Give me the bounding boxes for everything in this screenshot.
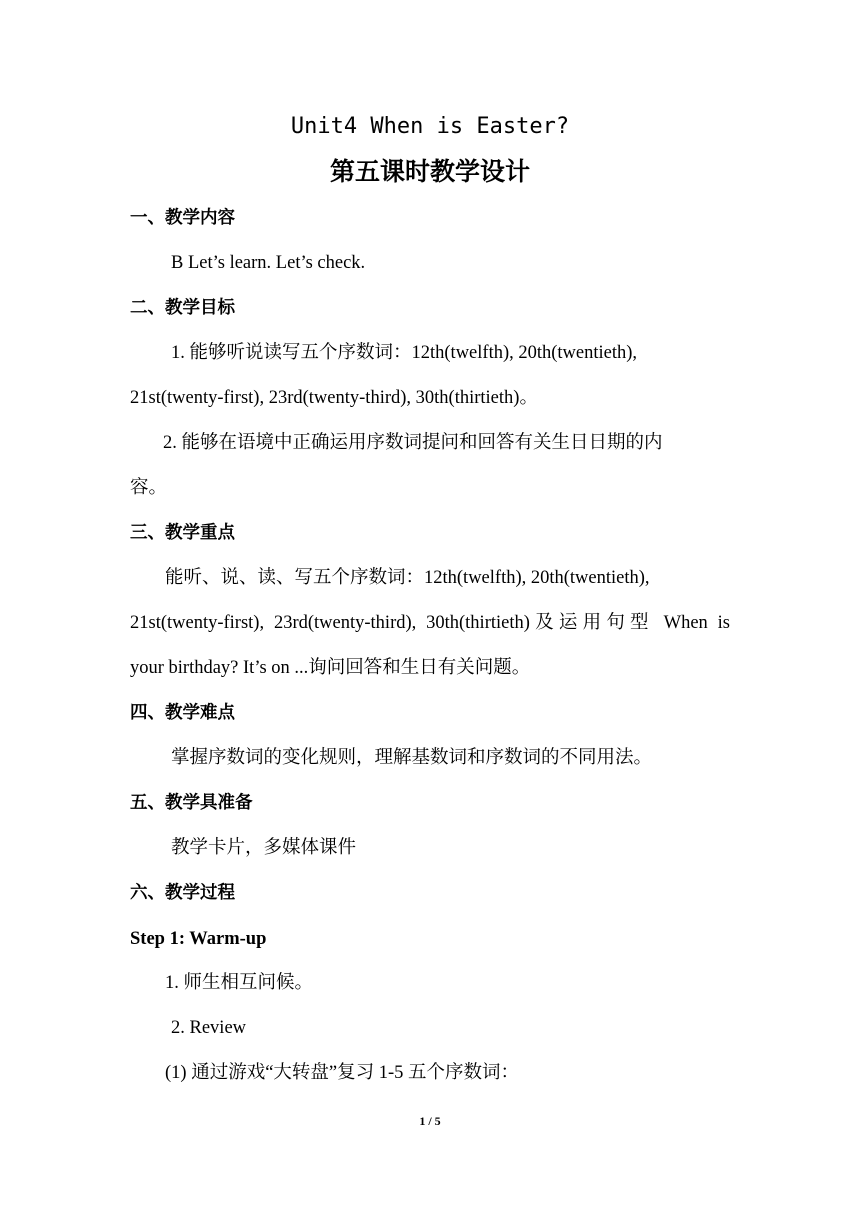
key-points-line-3: your birthday? It’s on ...询问回答和生日有关问题。: [130, 658, 531, 678]
key-points-line-2: 21st(twenty-first), 23rd(twenty-third), 30th(thirtieth)及运用句型 When is: [130, 613, 730, 633]
document-subtitle: 第五课时教学设计: [329, 157, 530, 186]
goal-2-line-2: 容。: [130, 478, 168, 498]
document-title: Unit4 When is Easter?: [290, 114, 570, 139]
section-heading-goals: 二、教学目标: [130, 298, 235, 318]
step-1-item-2-sub-1: (1) 通过游戏“大转盘”复习 1-5 五个序数词：: [165, 1063, 520, 1083]
section-heading-key-points: 三、教学重点: [130, 523, 235, 543]
section-heading-difficulty: 四、教学难点: [130, 703, 235, 723]
content-text: B Let’s learn. Let’s check.: [171, 253, 366, 273]
key-points-line-1: 能听、说、读、写五个序数词：12th(twelfth), 20th(twentieth),: [165, 568, 650, 588]
goal-2-line-1: 2. 能够在语境中正确运用序数词提问和回答有关生日日期的内: [163, 433, 663, 453]
step-1-item-1: 1. 师生相互问候。: [165, 973, 314, 993]
step-1-item-2: 2. Review: [171, 1018, 247, 1038]
page-number: 1 / 5: [419, 1114, 441, 1128]
step-1-heading: Step 1: Warm-up: [130, 929, 267, 949]
tools-text: 教学卡片，多媒体课件: [171, 838, 357, 858]
goal-1-line-2: 21st(twenty-first), 23rd(twenty-third), 30th(thirtieth)。: [130, 388, 538, 408]
section-heading-tools: 五、教学具准备: [130, 793, 253, 813]
goal-1-line-1: 1. 能够听说读写五个序数词：12th(twelfth), 20th(twentieth),: [171, 343, 638, 363]
section-heading-content: 一、教学内容: [130, 208, 235, 228]
section-heading-process: 六、教学过程: [130, 883, 235, 903]
difficulty-text: 掌握序数词的变化规则，理解基数词和序数词的不同用法。: [171, 748, 653, 768]
